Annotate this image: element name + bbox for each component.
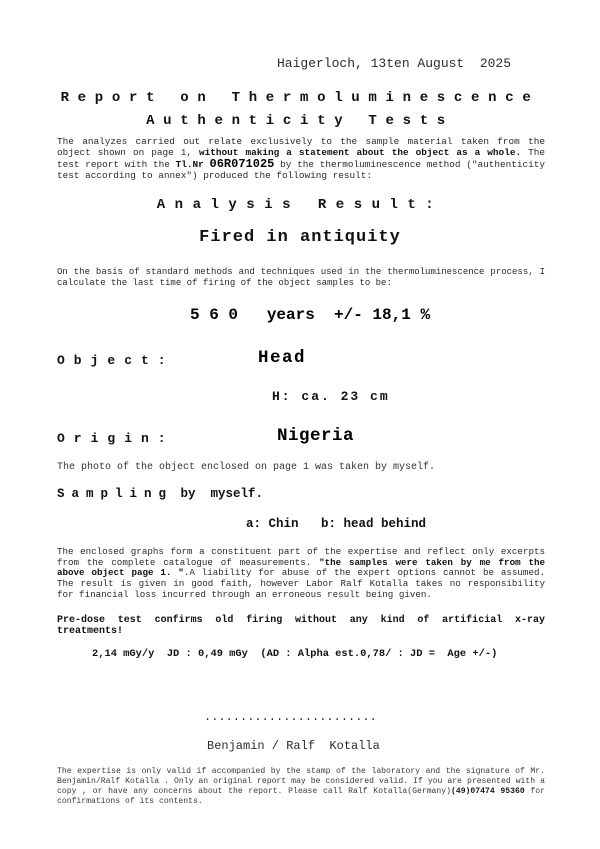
predose-statement: Pre-dose test confirms old firing without any kind of artificial x-ray treatments! (57, 615, 545, 638)
sampling-rest: by myself. (173, 487, 264, 501)
analysis-result-value: Fired in antiquity (199, 228, 401, 247)
analysis-result-heading: Analysis Result: (156, 197, 444, 213)
basis-paragraph: On the basis of standard methods and techniques used in the thermoluminescence process, I calculate the last time of firing of the object samples to be: (57, 267, 545, 288)
intro-bold-statement: without making a statement about the object as a whole. (199, 146, 522, 158)
dose-values-line: 2,14 mGy/y JD : 0,49 mGy (AD : Alpha est.0,78/ : JD = Age +/-) (92, 648, 498, 660)
signature-dotted-line: ........................ (204, 710, 377, 724)
footer-phone-number: (49)07474 95360 (450, 786, 525, 796)
age-result-line: 5 6 0 years +/- 18,1 % (190, 306, 431, 324)
object-height: H: ca. 23 cm (272, 389, 390, 404)
intro-paragraph (57, 137, 545, 181)
photo-note: The photo of the object enclosed on page 1 was taken by myself. (57, 462, 436, 473)
tl-number-value: 06R071025 (209, 157, 275, 172)
signature-name: Benjamin / Ralf Kotalla (207, 739, 380, 753)
report-title (0, 87, 600, 132)
tl-number-label: Tl.Nr (175, 159, 210, 171)
sampling-line (57, 487, 263, 501)
object-label: Object: (57, 353, 175, 368)
footer-validity-note (57, 767, 545, 807)
date-line: Haigerloch, 13ten August 2025 (277, 56, 512, 71)
disclaimer-paragraph (57, 547, 545, 601)
report-title-line2: Authenticity Tests (146, 112, 454, 129)
intro-text-3: by the thermoluminescence method ("authenticity test according to annex") produced the following result: (57, 159, 545, 181)
footer-text-1: The expertise is only valid if accompanied by the stamp of the laboratory and the signature of Mr. Benjamin/Ralf Kotalla . Only an original report may be considered valid. If you are presented with a copy , or have any concerns about the report. Please call Ralf Kotalla(Germany) (57, 767, 545, 796)
intro-text-2: The test report with the (57, 146, 545, 171)
origin-label: Origin: (57, 431, 175, 446)
disclaimer-text-2: .A liability for abuse of the expert options cannot be assumed. The result is given in good faith, however Labor Ralf Kotalla takes no responsibility for financial loss incurred through an erroneous result being given. (57, 567, 545, 600)
origin-value: Nigeria (277, 426, 355, 446)
disclaimer-bold-quote: "the samples were taken by me from the above object page 1. " (57, 556, 545, 579)
sampling-label: Sampling (57, 487, 174, 501)
object-value: Head (258, 348, 307, 368)
disclaimer-text-1: The enclosed graphs form a constituent part of the expertise and reflect only excerpts from the complete catalogue of measurements. (57, 546, 545, 568)
footer-text-2: for confirmations of its contents. (57, 786, 545, 806)
intro-text-1: The analyzes carried out relate exclusively to the sample material taken from the object shown on page 1, (57, 136, 545, 158)
report-title-line1: Report on Thermoluminescence (60, 90, 540, 106)
sample-locations: a: Chin b: head behind (246, 517, 427, 531)
